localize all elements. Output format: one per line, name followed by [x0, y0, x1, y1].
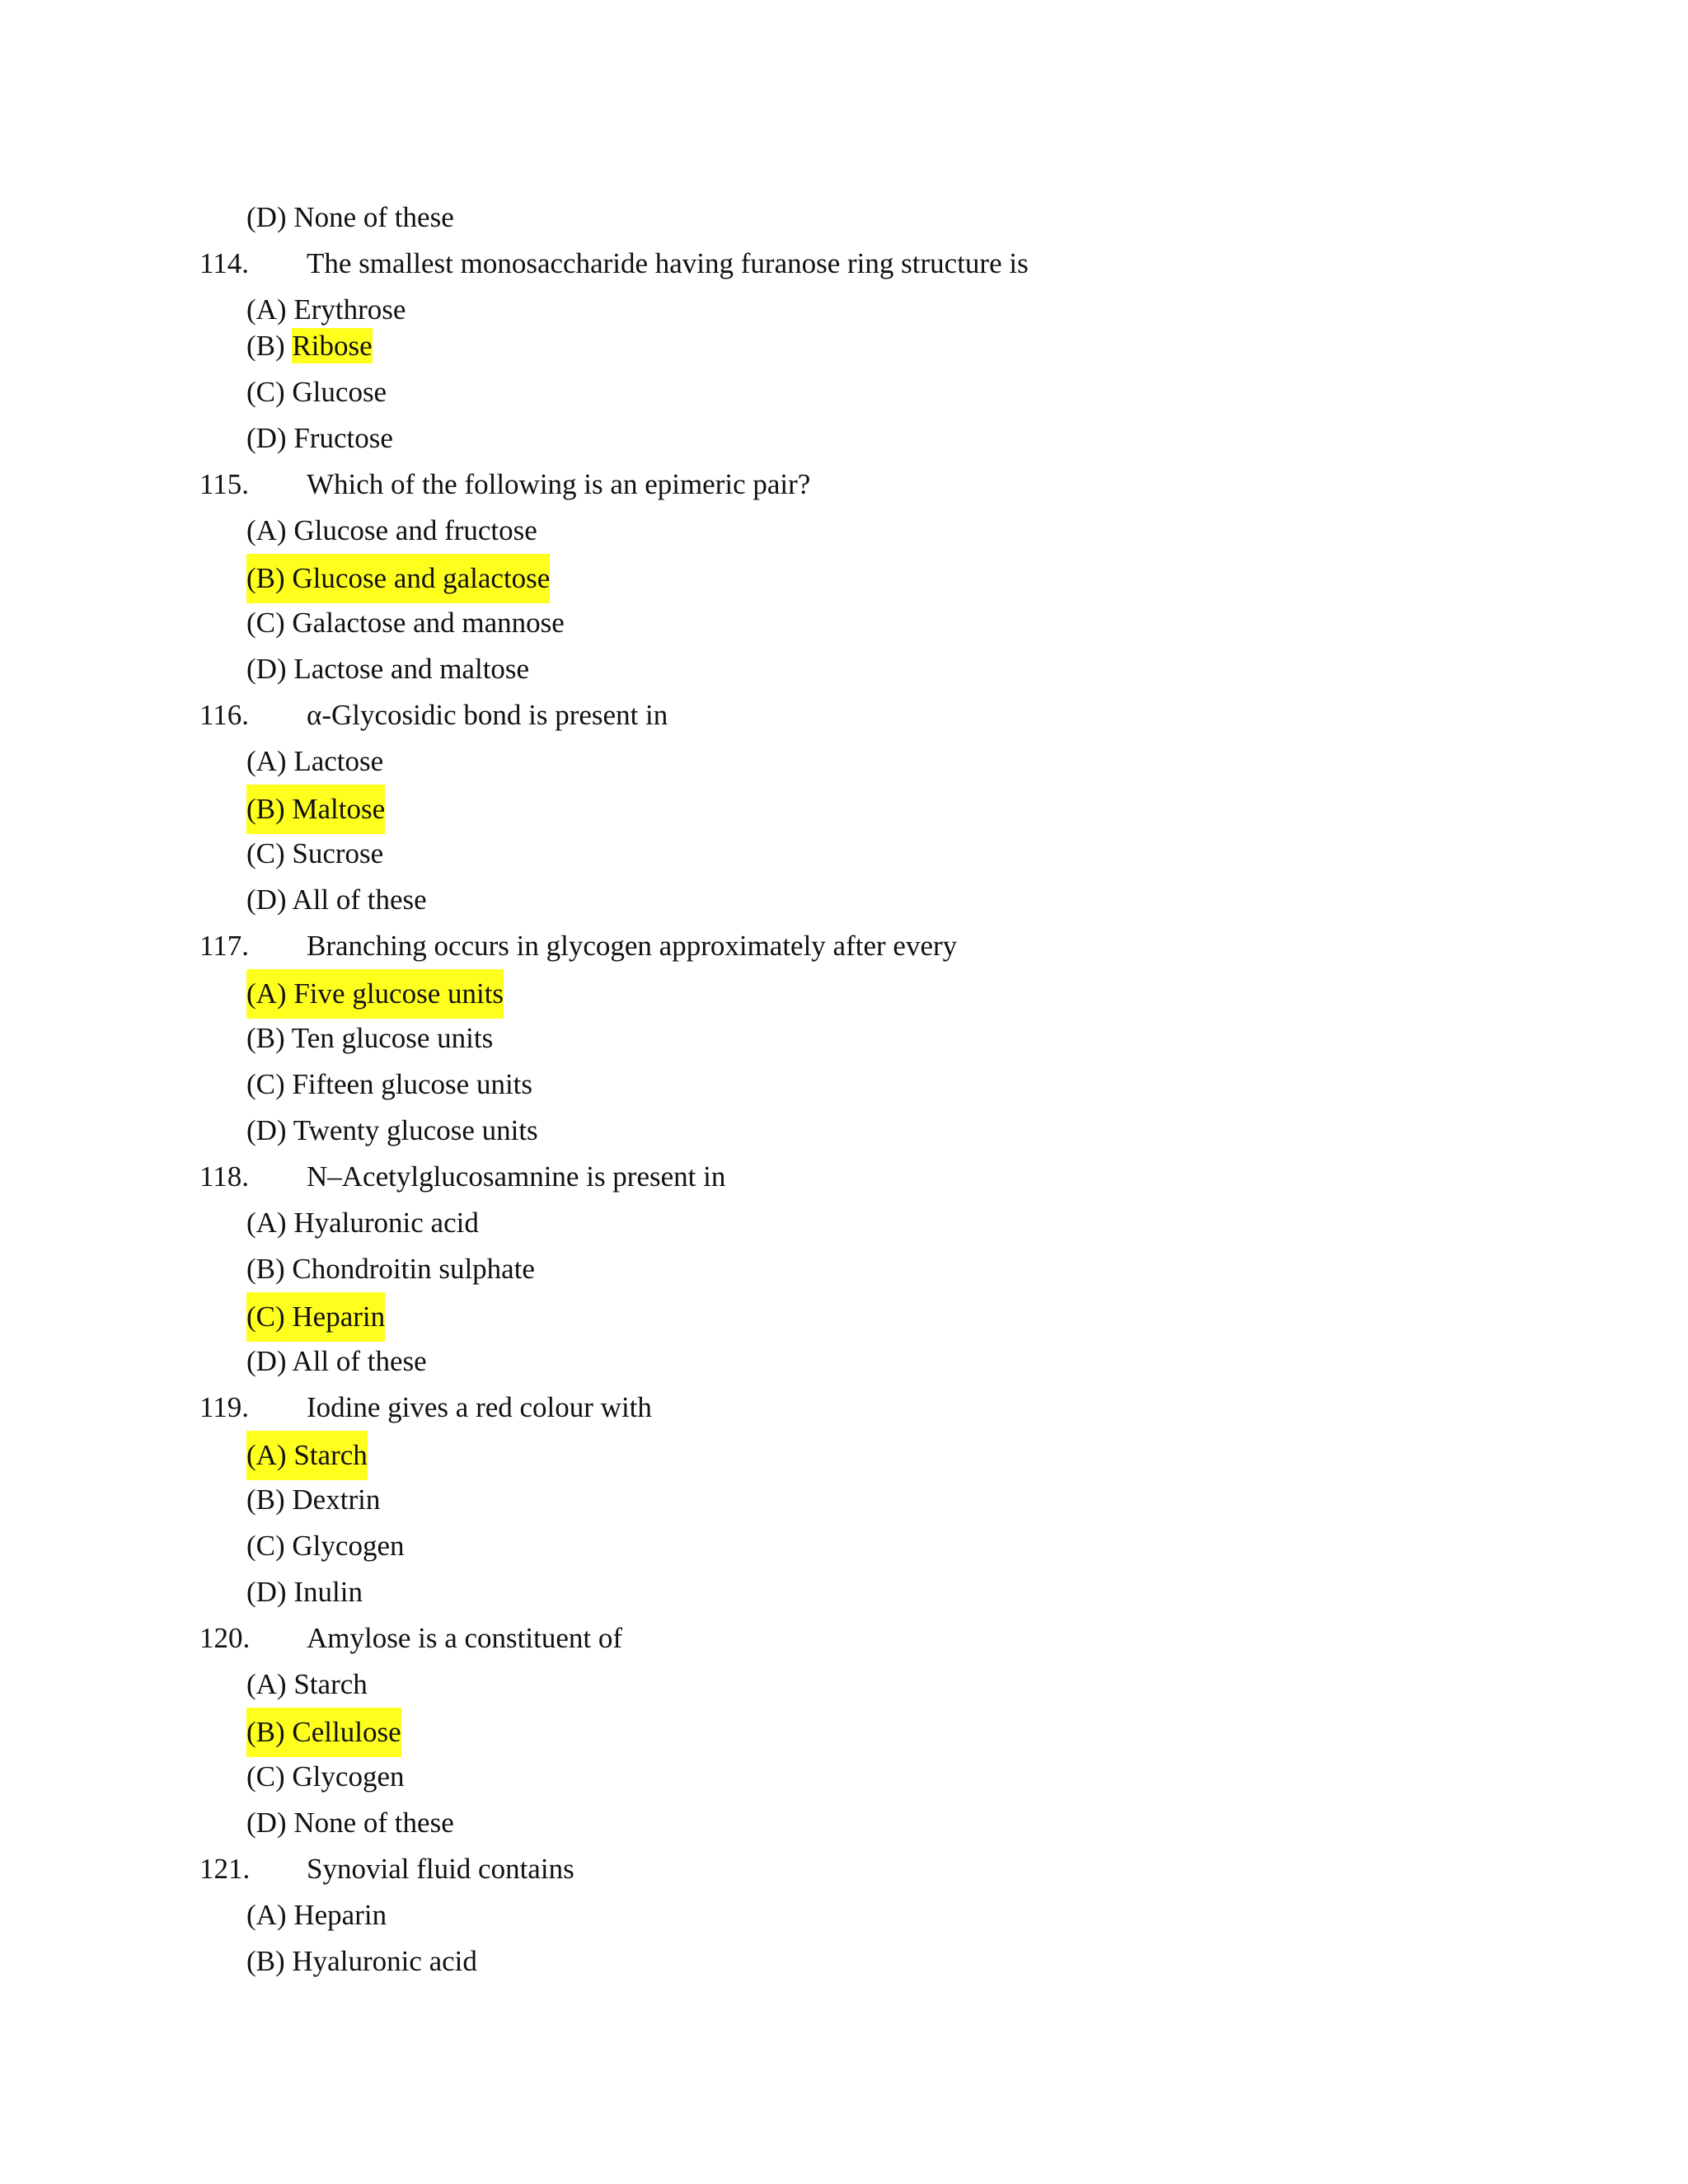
option-label: (B)	[246, 1022, 285, 1054]
option-label: (D)	[246, 1576, 287, 1608]
option-text: Dextrin	[292, 1483, 381, 1516]
highlighted-answer	[246, 1708, 401, 1757]
question-115	[0, 462, 1688, 508]
option-label: (C)	[246, 837, 285, 869]
highlighted-answer	[246, 1431, 368, 1480]
question-text: Iodine gives a red colour with	[307, 1391, 652, 1423]
highlighted-answer	[246, 554, 550, 603]
option-label: (A)	[246, 745, 287, 777]
option	[246, 1200, 479, 1246]
option-text: Glucose and fructose	[293, 514, 537, 546]
answer-option	[0, 1338, 1688, 1385]
question-118	[0, 1154, 1688, 1200]
option-text: Sucrose	[292, 837, 384, 869]
option-label: (A)	[246, 977, 287, 1010]
option-text: Erythrose	[293, 293, 406, 326]
question-121	[0, 1846, 1688, 1892]
option-text: Chondroitin sulphate	[292, 1253, 535, 1285]
question-text: α-Glycosidic bond is present in	[307, 699, 668, 731]
question-number: 119.	[199, 1391, 249, 1423]
option-label: (A)	[246, 1899, 287, 1931]
question-number: 118.	[199, 1160, 249, 1193]
answer-option	[0, 1938, 1688, 1985]
answer-option	[0, 1200, 1688, 1246]
question-116	[0, 692, 1688, 738]
option-text: Starch	[293, 1439, 368, 1471]
question-number: 114.	[199, 247, 249, 279]
option-text: Lactose and maltose	[293, 653, 530, 685]
option-label: (D)	[246, 1807, 287, 1839]
option-text: Lactose	[293, 745, 384, 777]
option-text: Fifteen glucose units	[292, 1068, 533, 1100]
option-text: Heparin	[292, 1301, 386, 1333]
option-text: Five glucose units	[293, 977, 504, 1010]
option-text: Ten glucose units	[291, 1022, 494, 1054]
answer-option	[0, 194, 1688, 241]
option-text: Starch	[293, 1668, 368, 1700]
option	[246, 1108, 538, 1154]
answer-option	[0, 600, 1688, 646]
question-text: The smallest monosaccharide having furanose ring structure is	[307, 247, 1029, 279]
option-label: (D)	[246, 201, 287, 233]
answer-option	[0, 369, 1688, 415]
option	[246, 831, 383, 877]
option-label: (B)	[246, 1253, 285, 1285]
option-text: Heparin	[293, 1899, 387, 1931]
option	[246, 1246, 535, 1292]
highlighted-answer	[246, 785, 385, 834]
option	[246, 1661, 368, 1708]
option	[246, 877, 427, 923]
highlighted-answer	[246, 969, 504, 1019]
option-text: Maltose	[292, 793, 386, 825]
option-label: (C)	[246, 607, 285, 639]
answer-option	[0, 1708, 1688, 1754]
option-label: (A)	[246, 514, 287, 546]
question-number: 115.	[199, 468, 249, 500]
option	[246, 738, 383, 785]
option	[246, 1477, 380, 1523]
question-text: Which of the following is an epimeric pair?	[307, 468, 811, 500]
highlighted-answer	[246, 323, 373, 369]
answer-option	[0, 877, 1688, 923]
option-text: Cellulose	[292, 1716, 401, 1748]
question-number: 116.	[199, 699, 249, 731]
question-text: N–Acetylglucosamnine is present in	[307, 1160, 726, 1193]
option	[246, 1892, 387, 1938]
answer-option	[0, 554, 1688, 600]
answer-option	[0, 1523, 1688, 1569]
answer-option	[0, 1477, 1688, 1523]
option-label: (D)	[246, 1114, 287, 1146]
question-text: Amylose is a constituent of	[307, 1622, 623, 1654]
option-label: (B)	[246, 1716, 285, 1748]
option-text: Glucose and galactose	[292, 562, 551, 594]
option	[246, 1569, 363, 1615]
option	[246, 508, 537, 554]
question-list	[0, 194, 1688, 1985]
option	[246, 369, 387, 415]
answer-option	[0, 738, 1688, 785]
option-text: Twenty glucose units	[293, 1114, 538, 1146]
option	[246, 1338, 427, 1385]
answer-option	[0, 1015, 1688, 1062]
answer-option	[0, 1892, 1688, 1938]
option	[246, 600, 565, 646]
question-text: Synovial fluid contains	[307, 1853, 574, 1885]
option-label: (B)	[246, 562, 285, 594]
answer-option	[0, 415, 1688, 462]
option-text: Fructose	[293, 422, 393, 454]
question-number: 120.	[199, 1622, 251, 1654]
option	[246, 1062, 532, 1108]
option-text: Glycogen	[292, 1760, 405, 1793]
answer-option	[0, 785, 1688, 831]
question-120	[0, 1615, 1688, 1661]
option-text: Galactose and mannose	[292, 607, 565, 639]
option	[246, 1800, 454, 1846]
answer-option	[0, 1062, 1688, 1108]
option-text: None of these	[293, 1807, 454, 1839]
highlighted-answer	[246, 1292, 385, 1342]
option	[246, 1754, 404, 1800]
question-number: 121.	[199, 1853, 251, 1885]
option-label: (D)	[246, 422, 287, 454]
option-text: All of these	[292, 883, 427, 916]
option	[246, 1938, 477, 1985]
option-text: None of these	[293, 201, 454, 233]
option-label: (B)	[246, 1483, 285, 1516]
answer-option	[0, 1292, 1688, 1338]
option	[246, 415, 393, 462]
option-text: Hyaluronic acid	[293, 1207, 479, 1239]
option-label: (C)	[246, 1760, 285, 1793]
answer-option	[0, 1754, 1688, 1800]
option	[246, 646, 529, 692]
question-114	[0, 241, 1688, 287]
answer-option	[0, 1569, 1688, 1615]
option	[246, 1015, 493, 1062]
answer-option	[0, 1661, 1688, 1708]
option	[246, 1523, 404, 1569]
option-label: (A)	[246, 1668, 287, 1700]
option-label: (C)	[246, 1068, 285, 1100]
answer-option	[0, 969, 1688, 1015]
option-text: Ribose	[292, 330, 373, 362]
question-117	[0, 923, 1688, 969]
option-label: (A)	[246, 293, 287, 326]
option-text: Glucose	[292, 376, 387, 408]
question-number: 117.	[199, 930, 249, 962]
answer-option	[0, 323, 1688, 369]
option-label: (D)	[246, 1345, 287, 1377]
option-label: (C)	[246, 1530, 285, 1562]
answer-option	[0, 831, 1688, 877]
answer-option	[0, 1800, 1688, 1846]
option-label: (D)	[246, 653, 287, 685]
option-text: Inulin	[293, 1576, 363, 1608]
option-label: (B)	[246, 330, 285, 362]
answer-option	[0, 1431, 1688, 1477]
answer-option	[0, 1246, 1688, 1292]
answer-option	[0, 508, 1688, 554]
question-text: Branching occurs in glycogen approximately after every	[307, 930, 958, 962]
option-label: (C)	[246, 376, 285, 408]
option	[246, 194, 454, 241]
answer-option	[0, 646, 1688, 692]
option-label: (A)	[246, 1207, 287, 1239]
answer-option	[0, 287, 1688, 326]
option-text: Hyaluronic acid	[292, 1945, 477, 1977]
option-text: All of these	[292, 1345, 427, 1377]
option-label: (B)	[246, 1945, 285, 1977]
option-label: (C)	[246, 1301, 285, 1333]
option-text: Glycogen	[292, 1530, 405, 1562]
question-119	[0, 1385, 1688, 1431]
option-label: (A)	[246, 1439, 287, 1471]
option-label: (B)	[246, 793, 285, 825]
option-label: (D)	[246, 883, 287, 916]
answer-option	[0, 1108, 1688, 1154]
